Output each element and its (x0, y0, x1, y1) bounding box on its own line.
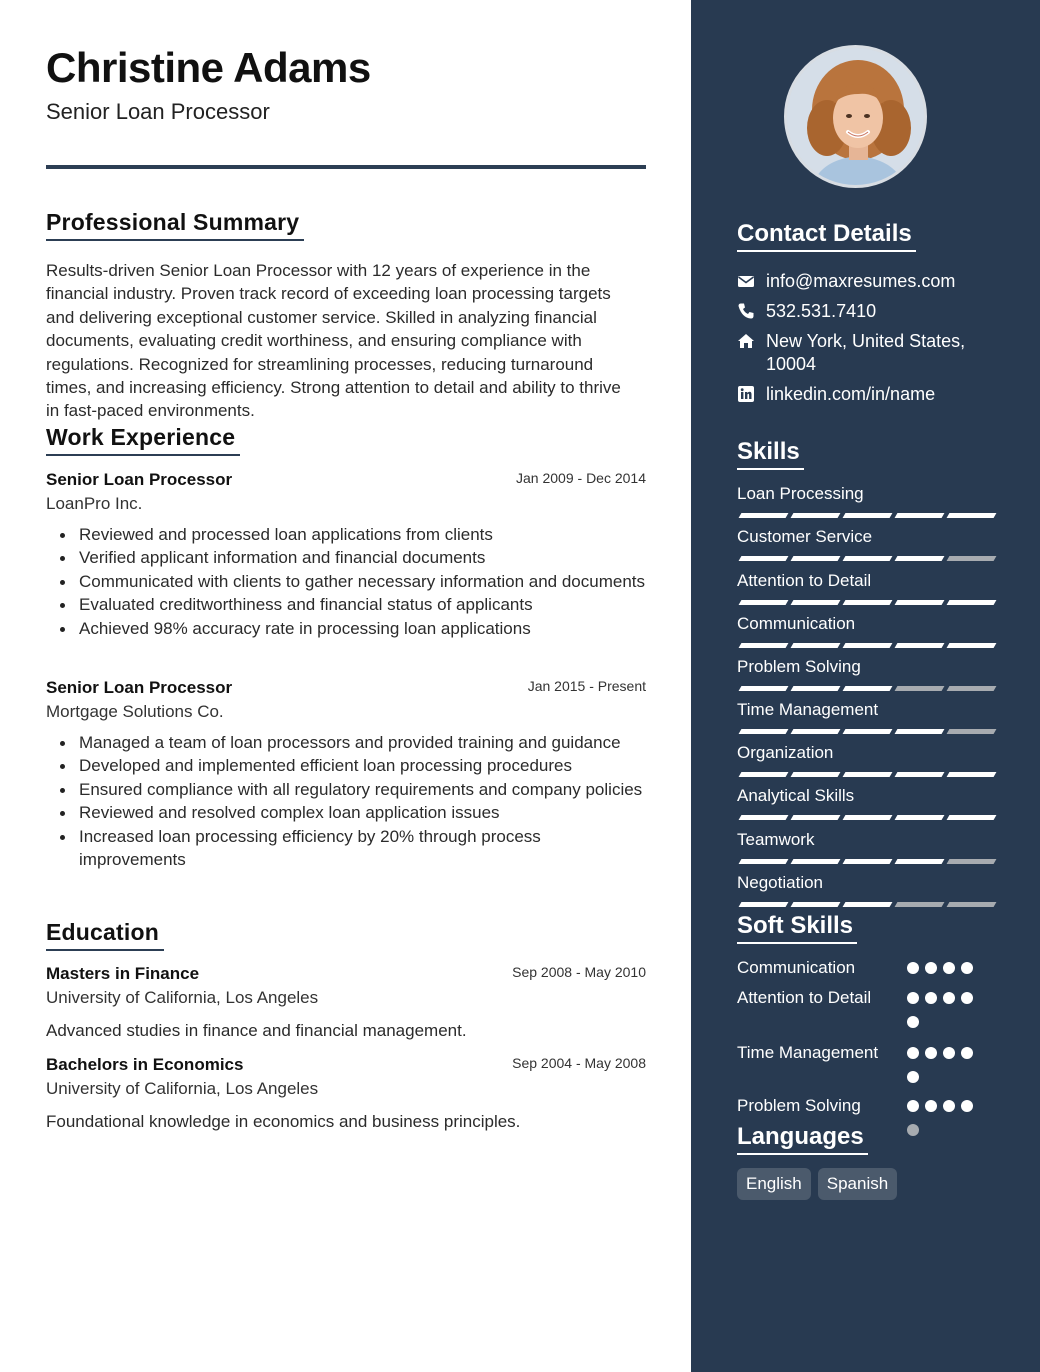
skill-bar (737, 859, 993, 865)
skill-segment-filled (947, 772, 997, 777)
skill-name: Time Management (737, 700, 879, 719)
skill-item (737, 614, 993, 634)
skill-name: Loan Processing (737, 484, 864, 503)
skill-item (737, 657, 993, 677)
skill-bar (737, 729, 993, 735)
rating-dot-filled (943, 1100, 955, 1112)
job-bullets (46, 731, 646, 871)
contact-address (737, 330, 965, 376)
job-bullet: Developed and implemented efficient loan processing procedures (46, 754, 646, 777)
skills-heading: Skills (737, 438, 804, 470)
email-text: info@maxresumes.com (766, 271, 956, 291)
sidebar (691, 0, 1040, 1372)
soft-skill-name: Problem Solving (737, 1096, 861, 1115)
degree: Masters in Finance (46, 964, 200, 983)
contact-phone[interactable] (737, 300, 876, 323)
skill-segment-filled (843, 643, 893, 648)
skill-name: Customer Service (737, 527, 873, 546)
degree: Bachelors in Economics (46, 1055, 244, 1074)
envelope-icon (737, 272, 755, 290)
skill-item (737, 786, 993, 806)
skill-segment-filled (791, 815, 841, 820)
skill-segment-filled (947, 513, 997, 518)
skill-bar (737, 902, 993, 908)
skill-name: Negotiation (737, 873, 824, 892)
rating-dot-filled (925, 962, 937, 974)
skill-bar (737, 643, 993, 649)
skill-bar (737, 556, 993, 562)
skill-segment-filled (843, 686, 893, 691)
skill-segment-filled (739, 772, 789, 777)
phone-text: 532.531.7410 (766, 301, 877, 321)
skill-segment-filled (791, 686, 841, 691)
skill-segment-empty (947, 556, 997, 561)
job-bullet: Ensured compliance with all regulatory requirements and company policies (46, 778, 646, 801)
skill-item (737, 527, 993, 547)
language-chip: Spanish (818, 1168, 897, 1200)
skill-segment-filled (843, 772, 893, 777)
job-title: Senior Loan Processor (46, 678, 233, 697)
education-entry (46, 964, 646, 1041)
education-entry (46, 1055, 646, 1132)
job-bullet: Achieved 98% accuracy rate in processing loan applications (46, 617, 646, 640)
skill-segment-filled (791, 556, 841, 561)
language-chip: English (737, 1168, 811, 1200)
skill-segment-filled (895, 772, 945, 777)
skill-segment-filled (843, 902, 893, 907)
summary-text: Results-driven Senior Loan Processor with 12 years of experience in the financial industry. Proven track record of exceeding loan processing targets and delivering exceptional customer service. Skilled in analyzing financial documents, evaluating credit worthiness, and ensuring compliance with regulations. Recognized for streamlining processes, reducing turnaround times, and increasing efficiency. Strong attention to detail and ability to thrive in fast-paced environments. (46, 261, 621, 421)
skill-segment-filled (739, 815, 789, 820)
skill-segment-filled (739, 729, 789, 734)
skill-segment-filled (895, 729, 945, 734)
skill-segment-filled (843, 815, 893, 820)
contact-email[interactable] (737, 270, 955, 293)
skill-segment-empty (947, 859, 997, 864)
phone-icon (737, 302, 755, 320)
skill-segment-filled (739, 643, 789, 648)
skill-segment-filled (947, 643, 997, 648)
skill-item (737, 571, 993, 591)
rating-dot-filled (925, 1100, 937, 1112)
candidate-name: Christine Adams (46, 44, 371, 91)
skill-segment-empty (947, 686, 997, 691)
skill-bar (737, 600, 993, 606)
rating-dot-filled (907, 992, 919, 1004)
rating-dot-filled (907, 1047, 919, 1059)
job-entry (46, 470, 646, 640)
rating-dot-filled (943, 1047, 955, 1059)
soft-skill-name: Attention to Detail (737, 988, 872, 1007)
languages-list (737, 1168, 904, 1200)
contact-heading: Contact Details (737, 220, 916, 252)
skill-name: Problem Solving (737, 657, 861, 676)
skill-segment-filled (791, 729, 841, 734)
skill-segment-empty (895, 686, 945, 691)
address-line-2: 10004 (766, 354, 817, 374)
rating-dot-filled (943, 962, 955, 974)
skill-segment-filled (895, 643, 945, 648)
skill-item (737, 700, 993, 720)
skill-name: Analytical Skills (737, 786, 855, 805)
skill-segment-filled (843, 859, 893, 864)
skill-segment-filled (843, 556, 893, 561)
rating-dot-filled (961, 962, 973, 974)
rating-dot-filled (961, 1047, 973, 1059)
skill-segment-filled (791, 513, 841, 518)
education-description: Foundational knowledge in economics and business principles. (46, 1112, 521, 1131)
summary-heading: Professional Summary (46, 209, 304, 241)
skill-segment-filled (739, 859, 789, 864)
rating-dot-empty (907, 1124, 919, 1136)
rating-dot-filled (943, 992, 955, 1004)
job-dates: Jan 2009 - Dec 2014 (516, 470, 646, 486)
profile-photo (784, 45, 927, 188)
education-dates: Sep 2008 - May 2010 (512, 964, 646, 980)
skill-item (737, 873, 993, 893)
skill-segment-filled (791, 600, 841, 605)
skill-segment-filled (739, 686, 789, 691)
linkedin-icon (737, 385, 755, 403)
rating-dot-filled (907, 962, 919, 974)
contact-linkedin[interactable] (737, 383, 935, 406)
header-divider (46, 165, 646, 169)
soft-skill-name: Communication (737, 958, 856, 977)
skill-segment-filled (791, 859, 841, 864)
skill-segment-filled (895, 513, 945, 518)
skill-segment-filled (895, 815, 945, 820)
education-dates: Sep 2004 - May 2008 (512, 1055, 646, 1071)
address-text (766, 330, 965, 376)
skill-segment-filled (895, 556, 945, 561)
skill-segment-filled (947, 600, 997, 605)
experience-heading: Work Experience (46, 424, 240, 456)
job-title: Senior Loan Processor (46, 470, 233, 489)
skill-segment-filled (739, 600, 789, 605)
job-bullet: Communicated with clients to gather necessary information and documents (46, 570, 646, 593)
education-description: Advanced studies in finance and financial management. (46, 1021, 467, 1040)
job-bullet: Reviewed and processed loan applications from clients (46, 523, 646, 546)
skill-segment-empty (895, 902, 945, 907)
soft-skills-heading: Soft Skills (737, 912, 857, 944)
rating-dot-filled (907, 1071, 919, 1083)
job-dates: Jan 2015 - Present (527, 678, 646, 694)
job-entry (46, 678, 646, 871)
skill-segment-filled (791, 902, 841, 907)
home-icon (737, 332, 755, 350)
skill-segment-filled (791, 643, 841, 648)
rating-dot-filled (907, 1016, 919, 1028)
address-line-1: New York, United States, (766, 331, 966, 351)
skill-bar (737, 513, 993, 519)
skill-segment-filled (843, 513, 893, 518)
job-bullet: Verified applicant information and financial documents (46, 546, 646, 569)
rating-dot-filled (961, 992, 973, 1004)
skill-segment-filled (895, 859, 945, 864)
skill-segment-filled (947, 815, 997, 820)
skill-name: Communication (737, 614, 856, 633)
linkedin-text: linkedin.com/in/name (766, 384, 936, 404)
rating-dot-filled (907, 1100, 919, 1112)
rating-dot-filled (925, 992, 937, 1004)
skill-segment-filled (739, 513, 789, 518)
soft-skill-name: Time Management (737, 1043, 879, 1062)
skill-item (737, 743, 993, 763)
skill-name: Attention to Detail (737, 571, 872, 590)
skill-item (737, 484, 993, 504)
job-company: LoanPro Inc. (46, 494, 143, 513)
job-bullet: Increased loan processing efficiency by 20% through process improvements (46, 825, 646, 872)
rating-dot-filled (925, 1047, 937, 1059)
skill-segment-filled (791, 772, 841, 777)
school: University of California, Los Angeles (46, 988, 319, 1007)
school: University of California, Los Angeles (46, 1079, 319, 1098)
job-bullet: Reviewed and resolved complex loan application issues (46, 801, 646, 824)
main-column (46, 0, 646, 1372)
skill-item (737, 830, 993, 850)
skill-bar (737, 772, 993, 778)
rating-dot-filled (961, 1100, 973, 1112)
skill-name: Teamwork (737, 830, 815, 849)
education-heading: Education (46, 919, 164, 951)
job-company: Mortgage Solutions Co. (46, 702, 224, 721)
languages-heading: Languages (737, 1123, 868, 1155)
job-bullet: Managed a team of loan processors and provided training and guidance (46, 731, 646, 754)
skill-segment-filled (895, 600, 945, 605)
skill-name: Organization (737, 743, 834, 762)
skill-segment-filled (843, 729, 893, 734)
skill-segment-filled (739, 556, 789, 561)
skill-segment-empty (947, 729, 997, 734)
job-bullets (46, 523, 646, 640)
skill-segment-empty (947, 902, 997, 907)
job-bullet: Evaluated creditworthiness and financial status of applicants (46, 593, 646, 616)
skill-segment-filled (739, 902, 789, 907)
candidate-title: Senior Loan Processor (46, 99, 270, 124)
skill-bar (737, 815, 993, 821)
skill-segment-filled (843, 600, 893, 605)
skill-bar (737, 686, 993, 692)
